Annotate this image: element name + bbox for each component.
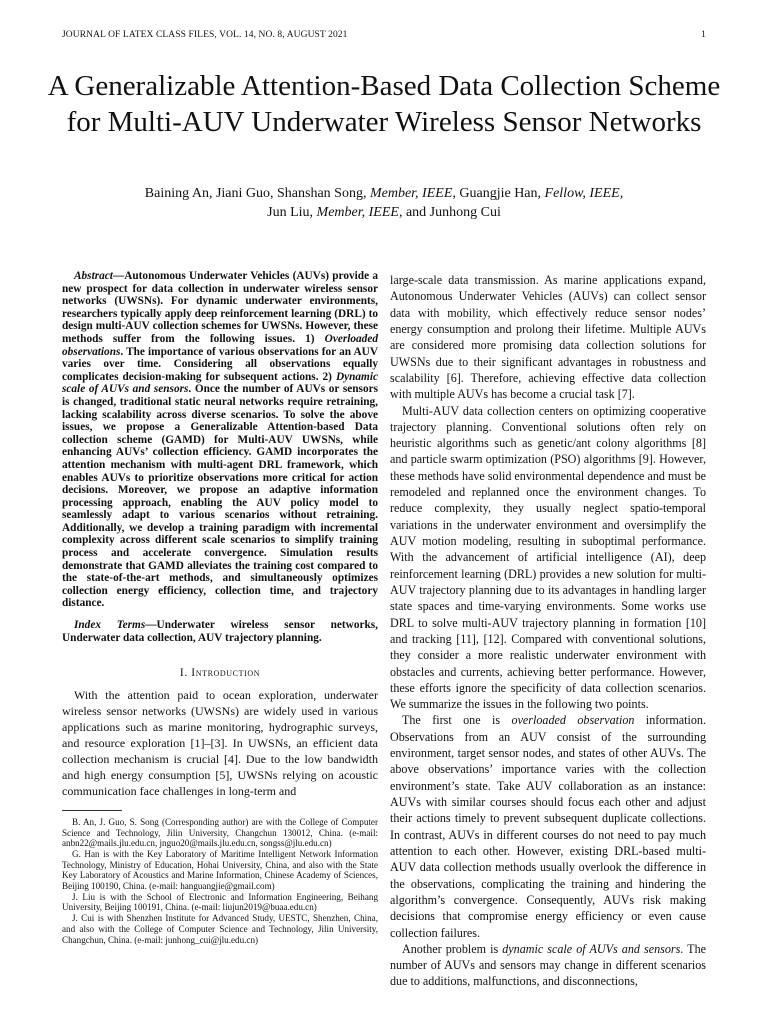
abstract-text: . Once the number of AUVs or sensors is changed, traditional static neural networks require retraining, lacking scalability across diverse scenarios. To solve the above issues, we propose a Generalizable Attention-based Data collection scheme (GAMD) for Multi-AUV UWSNs, while enhancing AUVs’ collection efficiency. GAMD incorporates the attention mechanism with multi-agent DRL framework, which enables AUVs to prioritize observations more critical for action decisions. Moreover, we propose an adaptive information processing approach, enabling the AUV policy model to seamlessly adapt to various scenarios without retraining. Additionally, we develop a training paradigm with incremental complexity across different scale scenarios to simplify training process and accelerate convergence. Simulation results demonstrate that GAMD alleviates the training cost compared to the state-of-the-art methods, and simultaneously optimizes collection energy efficiency, collection time, and trajectory distance. <box>62 383 378 610</box>
abstract-text: —Autonomous Underwater Vehicles (AUVs) provide a new prospect for data collection in underwater wireless sensor networks (UWSNs). For dynamic underwater environments, researchers typically apply deep reinforcement learning (DRL) to design multi-AUV collection schemes for UWSNs. However, these methods suffer from the following issues. 1) <box>62 270 378 345</box>
author-names: and Junhong Cui <box>402 205 501 220</box>
body-paragraph <box>390 941 706 990</box>
author-affiliation-title: Member, IEEE, <box>369 186 456 201</box>
author-names: Jun Liu, <box>267 205 317 220</box>
author-line-2 <box>40 203 728 222</box>
author-affiliation-title: Fellow, IEEE, <box>544 186 624 201</box>
body-emphasis: overloaded observation <box>511 713 635 728</box>
author-line-1 <box>40 184 728 203</box>
left-column <box>62 270 378 945</box>
body-text: Another problem is <box>402 941 503 956</box>
index-terms <box>62 619 378 644</box>
author-affiliation-title: Member, IEEE, <box>316 205 403 220</box>
footnote: G. Han is with the Key Laboratory of Maritime Intelligent Network Information Technology, Ministry of Education, Hohai University, China, and also with the State Key Laboratory of Acoustics and Marine Information, Chinese Academy of Sciences, Beijing 100190, China. (e-mail: hanguangjie@gmail.com) <box>62 848 378 892</box>
abstract-emphasis: Overloaded observations <box>62 332 378 358</box>
author-block <box>40 184 728 222</box>
footnote: J. Cui is with Shenzhen Institute for Advanced Study, UESTC, Shenzhen, China, and also with the College of Computer Science and Technology, Jilin University, Changchun, China. (e-mail: junhong_cui@jlu.edu.cn) <box>62 913 378 945</box>
body-text: information. Observations from an AUV consist of the surrounding environment, target sensor nodes, and states of other AUVs. The above observations’ importance varies with the collection environment’s state. Take AUV collaboration as an instance: AUVs with similar courses should focus each other and adjust their actions timely to prevent subsequent duplicate collections. In contrast, AUVs in different courses do not need to pay much attention to each other. However, existing DRL-based multi-AUV data collection methods usually overlook the difference in the observations, complicating the training and hindering the algorithm’s convergence. Consequently, AUVs risk making decisions that compromise energy efficiency or even cause collection failures. <box>390 713 706 940</box>
abstract <box>62 270 378 610</box>
page-number: 1 <box>701 30 706 40</box>
journal-name: JOURNAL OF LATEX CLASS FILES, VOL. 14, NO. 8, AUGUST 2021 <box>62 30 348 40</box>
body-emphasis: dynamic scale of AUVs and sensors <box>502 941 681 956</box>
index-terms-text: —Underwater wireless sensor networks, Underwater data collection, AUV trajectory planning. <box>62 619 378 644</box>
affiliation-footnotes <box>62 817 378 945</box>
footnote: J. Liu is with the School of Electronic and Information Engineering, Beihang University, Beijing 100191, China. (e-mail: liujun2019@buaa.edu.cn) <box>62 891 378 913</box>
section-heading-introduction: I. Introduction <box>179 667 261 680</box>
author-names: Baining An, Jiani Guo, Shanshan Song, <box>144 186 370 201</box>
footnote-divider <box>62 810 122 811</box>
abstract-label: Abstract <box>74 270 113 282</box>
index-terms-label: Index Terms <box>74 619 146 632</box>
footnote: B. An, J. Guo, S. Song (Corresponding author) are with the College of Computer Science and Technology, Jilin University, Changchun 130012, China. (e-mail: anbn22@mails.jlu.edu.cn, jnguo20@mails.jlu.edu.cn, songss@jlu.edu.cn) <box>62 816 378 849</box>
intro-paragraph: With the attention paid to ocean exploration, underwater wireless sensor networks (UWSNs) are widely used in various applications such as marine monitoring, hydrographic surveys, and resource exploration [1]–[3]. In UWSNs, an efficient data collection mechanism is crucial [4]. Due to the low bandwidth and high energy consumption [5], UWSNs relying on acoustic communication face challenges in long-term and <box>62 688 378 798</box>
body-paragraph: Multi-AUV data collection centers on optimizing cooperative trajectory planning. Conventional solutions often rely on heuristic algorithms such as genetic/ant colony algorithms [8] and particle swarm optimization (PSO) algorithms [9]. However, these methods have solid environmental dependence and must be remodeled and replanned once the environment changes. To reduce complexity, they usually neglect spatio-temporal variations in the underwater environment and oversimplify the AUV motion modeling, resulting in suboptimal performance. With the advancement of artificial intelligence (AI), deep reinforcement learning (DRL) provides a new solution for multi-AUV trajectory planning due to its advantages in handling larger state spaces and time-varying environments. Some works use DRL to solve multi-AUV trajectory planning in formation [10] and tracking [11], [12]. Compared with conventional solutions, they consider a more realistic underwater environment with obstacles and currents, achieving better performance. However, these efforts ignore the specificity of data collection scenarios. We summarize the issues in the following two points. <box>390 403 706 712</box>
abstract-text: . The importance of various observations for an AUV varies over time. Considering all observations equally complicates decision-making for subsequent actions. 2) <box>62 345 378 383</box>
running-header <box>62 30 706 44</box>
paper-title: A Generalizable Attention-Based Data Collection Scheme for Multi-AUV Underwater Wireless Sensor Networks <box>47 70 721 138</box>
body-text: The first one is <box>402 713 512 728</box>
abstract-emphasis: Dynamic scale of AUVs and sensors <box>62 370 378 396</box>
author-names: Guangjie Han, <box>455 186 545 201</box>
body-paragraph <box>390 712 706 940</box>
right-column <box>390 272 706 990</box>
body-text: . The number of AUVs and sensors may change in different scenarios due to additions, malfunctions, and disconnections, <box>390 941 706 989</box>
body-paragraph: large-scale data transmission. As marine applications expand, Autonomous Underwater Vehicles (AUVs) can collect sensor data with mobility, which effectively reduce sensor nodes’ energy consumption and prolong their lifetime. Multiple AUVs are considered more promising data collection solutions for UWSNs due to their significant advantages in robustness and scalability [6]. Therefore, achieving effective data collection with multiple AUVs has become a crucial task [7]. <box>390 273 706 402</box>
